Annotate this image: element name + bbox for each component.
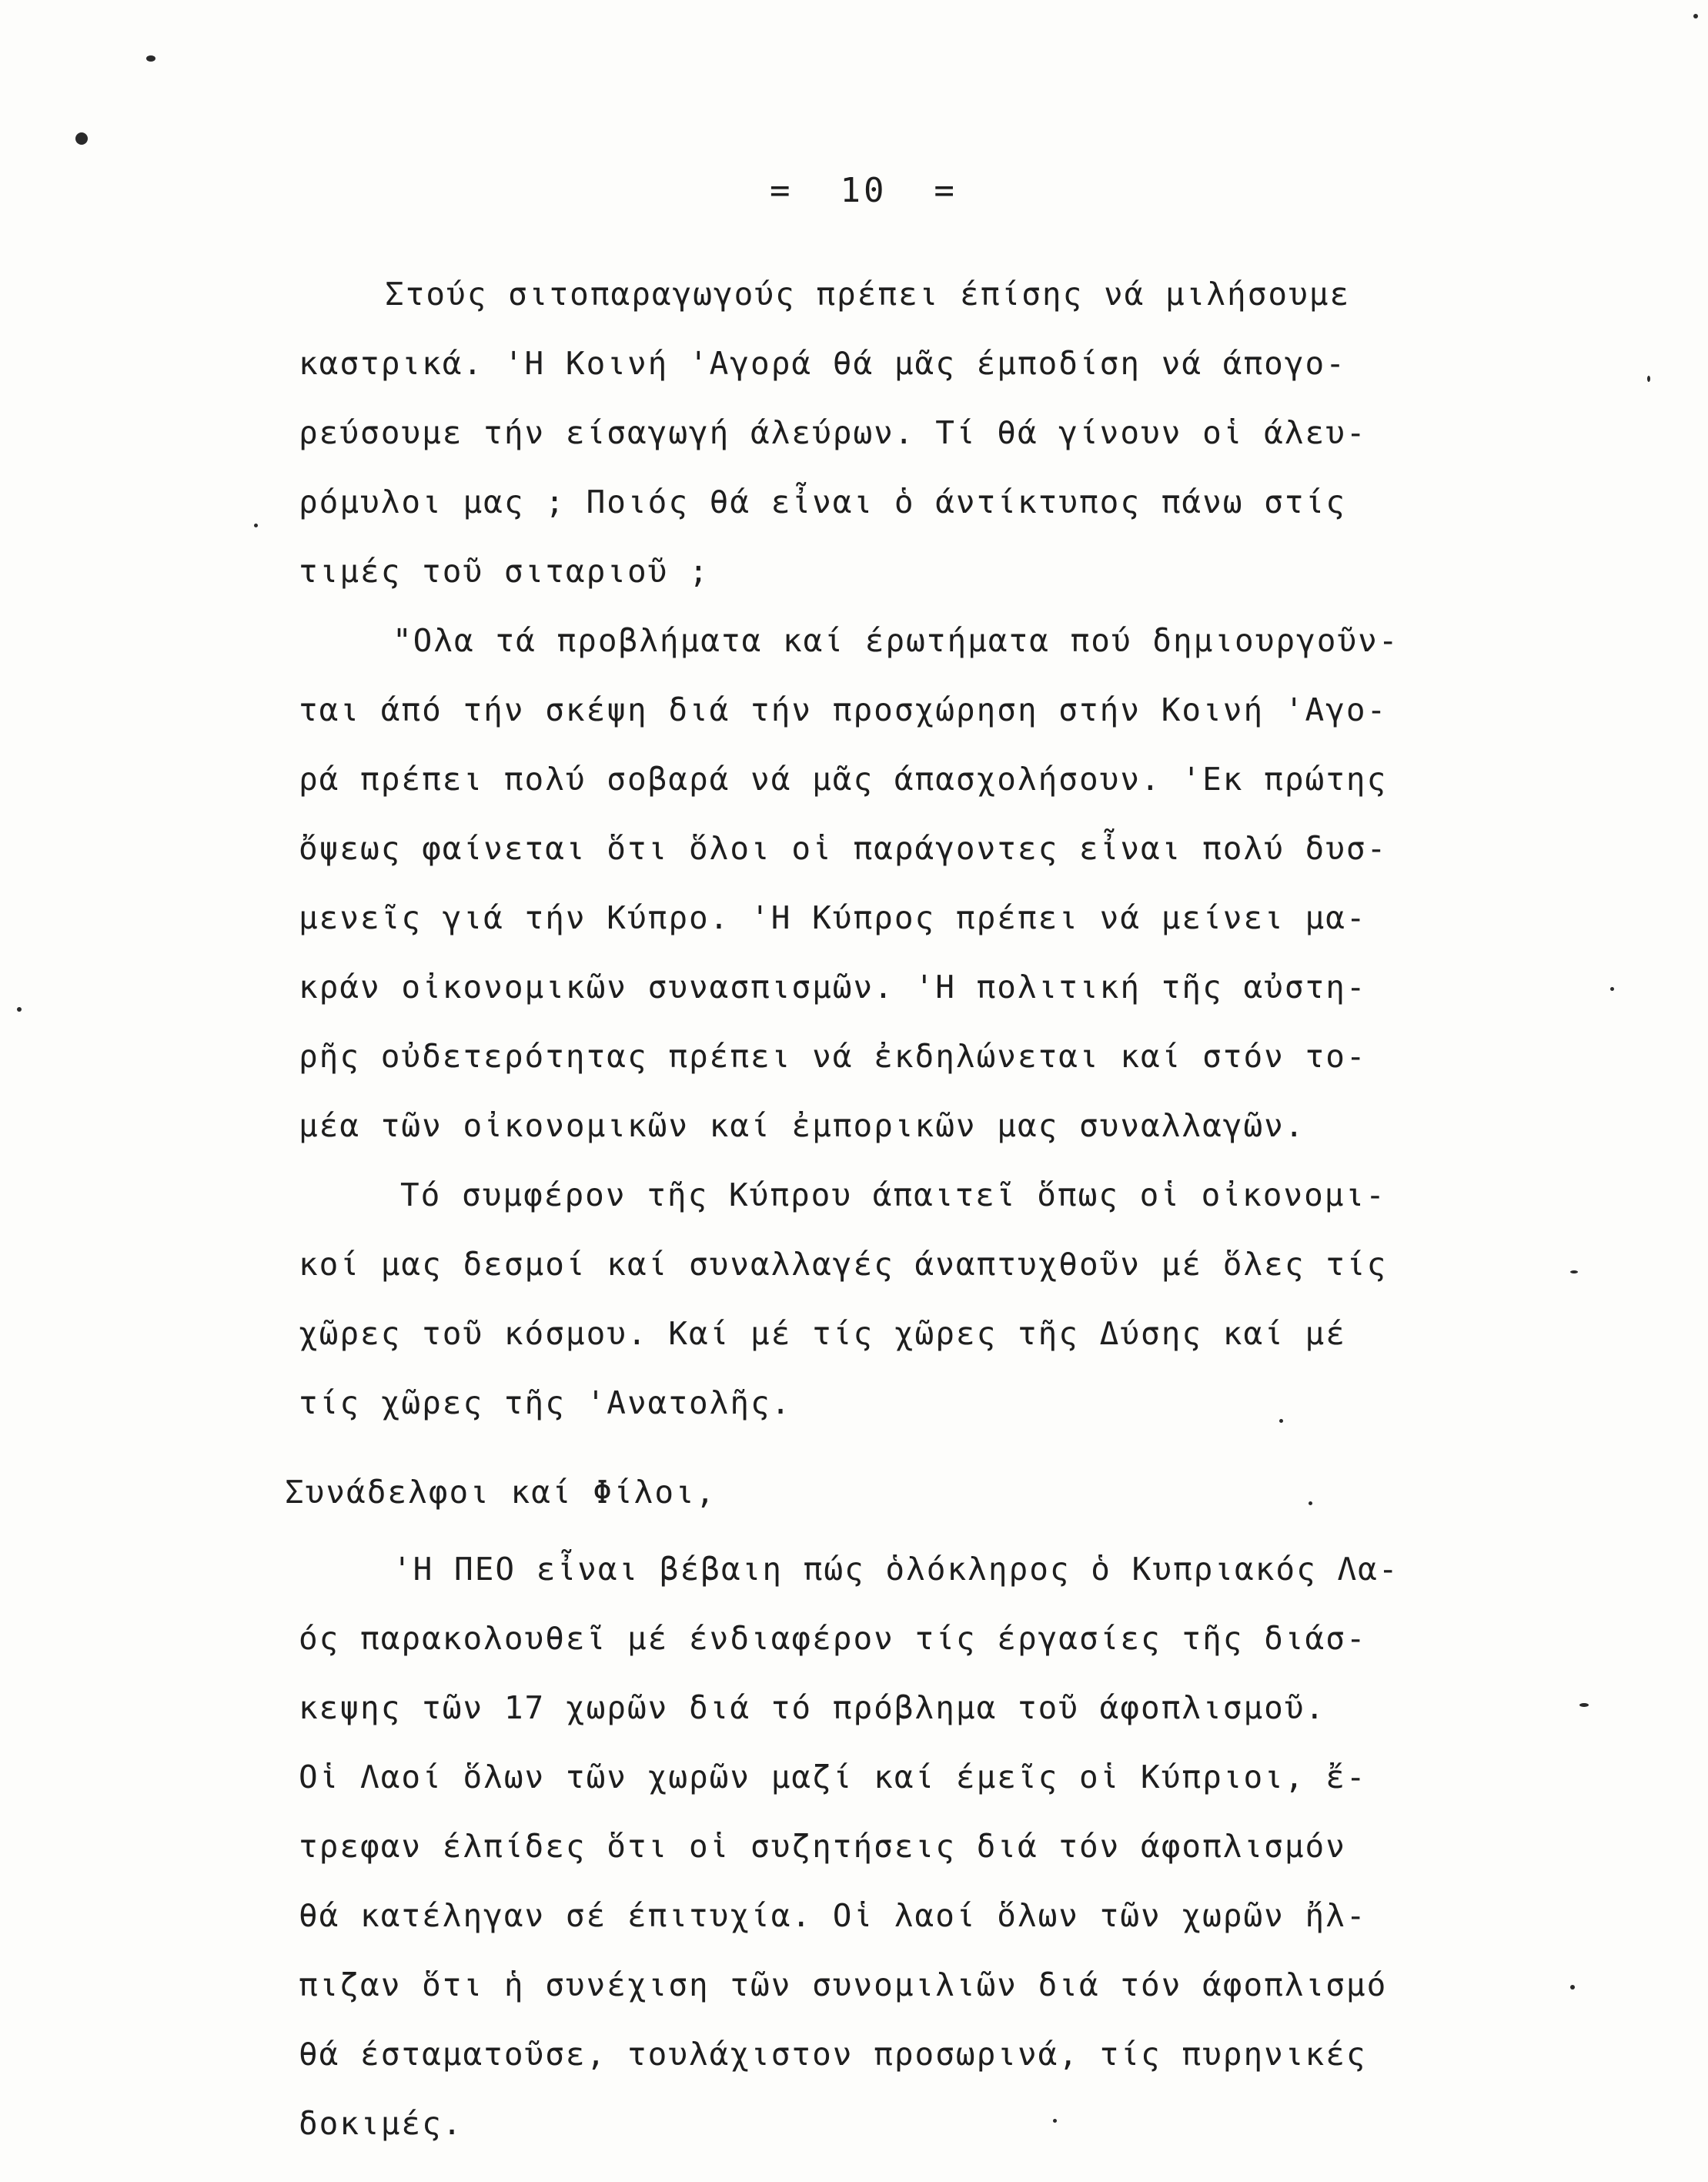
- text-line: "Ολα τά προβλήματα καί έρωτήματα πού δημιουργοῦν-: [393, 622, 1399, 659]
- text-line: Τό συμφέρον τῆς Κύπρου άπαιτεῖ ὅπως οἱ οἰκονομι-: [400, 1176, 1386, 1213]
- text-line: ός παρακολουθεῖ μέ ένδιαφέρον τίς έργασίες τῆς διάσ-: [299, 1620, 1367, 1657]
- text-line: κράν οἰκονομικῶν συνασπισμῶν. 'Η πολιτική τῆς αὐστη-: [299, 969, 1367, 1006]
- text-line: κοί μας δεσμοί καί συναλλαγές άναπτυχθοῦν μέ ὅλες τίς: [299, 1246, 1388, 1283]
- scan-speck: [1647, 376, 1650, 382]
- text-line: Οἱ Λαοί ὅλων τῶν χωρῶν μαζί καί έμεῖς οἱ Κύπριοι, ἔ-: [299, 1759, 1367, 1795]
- text-line: μενεῖς γιά τήν Κύπρο. 'Η Κύπρος πρέπει νά μείνει μα-: [299, 899, 1367, 936]
- scan-speck: [1309, 1501, 1312, 1505]
- text-line: ρά πρέπει πολύ σοβαρά νά μᾶς άπασχολήσουν. 'Εκ πρώτης: [299, 761, 1388, 798]
- text-line: δοκιμές.: [299, 2105, 463, 2142]
- scan-speck: [146, 55, 155, 62]
- scan-speck: [1570, 1270, 1578, 1273]
- page-number: = 10 =: [770, 171, 958, 210]
- text-line: Στούς σιτοπαραγωγούς πρέπει έπίσης νά μιλήσουμε: [385, 276, 1351, 313]
- scan-speck: [1570, 1985, 1575, 1990]
- text-line: χῶρες τοῦ κόσμου. Καί μέ τίς χῶρες τῆς Δύσης καί μέ: [299, 1315, 1346, 1352]
- salutation: Συνάδελφοι καί Φίλοι,: [285, 1474, 717, 1511]
- text-line: 'Η ΠΕΟ εἶναι βέβαιη πώς ὁλόκληρος ὁ Κυπριακός Λα-: [393, 1551, 1399, 1588]
- text-line: τιμές τοῦ σιταριοῦ ;: [299, 553, 710, 590]
- text-line: ρῆς οὐδετερότητας πρέπει νά ἐκδηλώνεται καί στόν το-: [299, 1038, 1367, 1075]
- scan-speck: [75, 132, 88, 145]
- scan-speck: [1693, 14, 1698, 18]
- text-line: θά κατέληγαν σέ έπιτυχία. Οἱ λαοί ὅλων τῶν χωρῶν ἤλ-: [299, 1897, 1367, 1934]
- text-line: τρεφαν έλπίδες ὅτι οἱ συζητήσεις διά τόν άφοπλισμόν: [299, 1828, 1346, 1865]
- text-line: μέα τῶν οἰκονομικῶν καί ἐμπορικῶν μας συναλλαγῶν.: [299, 1107, 1305, 1144]
- scan-speck: [1610, 987, 1614, 991]
- text-line: καστρικά. 'Η Κοινή 'Αγορά θά μᾶς έμποδίση νά άπογο-: [299, 345, 1346, 382]
- scan-speck: [17, 1007, 22, 1012]
- text-line: ὄψεως φαίνεται ὅτι ὅλοι οἱ παράγοντες εἶναι πολύ δυσ-: [299, 830, 1388, 867]
- text-line: ρεύσουμε τήν είσαγωγή άλεύρων. Τί θά γίνουν οἱ άλευ-: [299, 414, 1367, 451]
- text-line: ρόμυλοι μας ; Ποιός θά εἶναι ὁ άντίκτυπος πάνω στίς: [299, 484, 1346, 520]
- scan-speck: [254, 524, 258, 527]
- text-line: πιζαν ὅτι ἡ συνέχιση τῶν συνομιλιῶν διά τόν άφοπλισμό: [299, 1966, 1388, 2003]
- scan-speck: [1279, 1419, 1283, 1423]
- text-line: θά έσταματοῦσε, τουλάχιστον προσωρινά, τίς πυρηνικές: [299, 2036, 1367, 2073]
- scan-speck: [1053, 2119, 1057, 2123]
- text-line: τίς χῶρες τῆς 'Ανατολῆς.: [299, 1384, 792, 1421]
- text-line: ται άπό τήν σκέψη διά τήν προσχώρηση στήν Κοινή 'Αγο-: [299, 691, 1388, 728]
- text-line: κεψης τῶν 17 χωρῶν διά τό πρόβλημα τοῦ άφοπλισμοῦ.: [299, 1689, 1326, 1726]
- scan-speck: [1579, 1703, 1589, 1707]
